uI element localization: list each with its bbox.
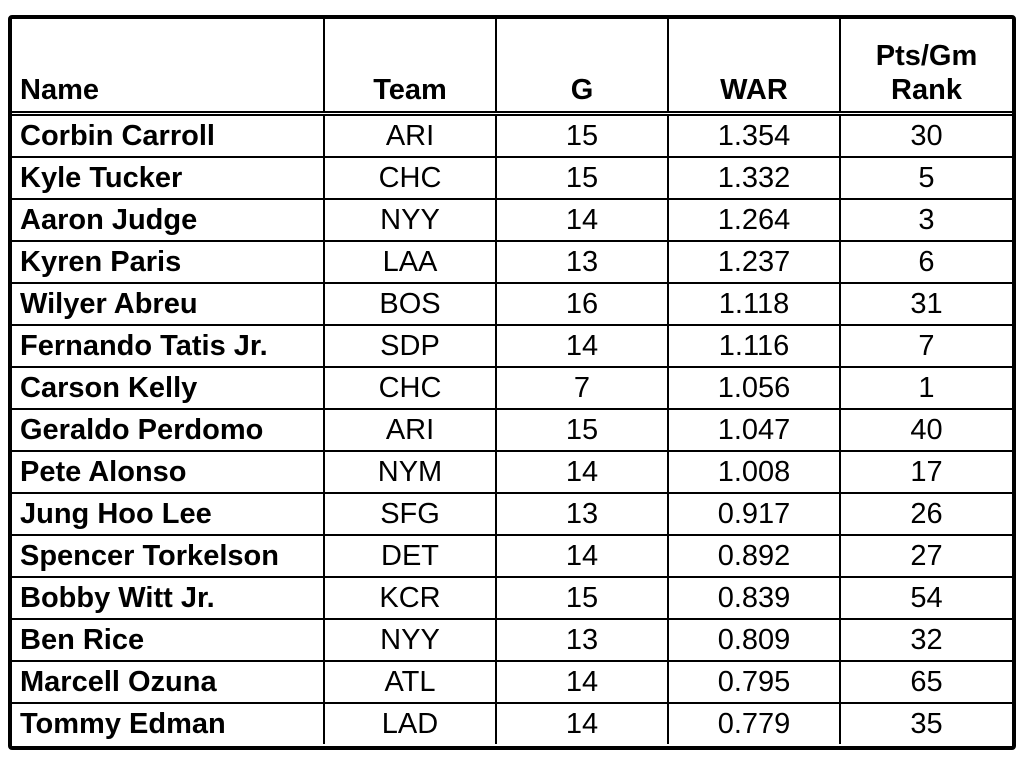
column-header-war: WAR xyxy=(668,19,840,114)
cell-pts-gm-rank: 7 xyxy=(840,325,1012,367)
cell-war: 0.917 xyxy=(668,493,840,535)
cell-games: 15 xyxy=(496,157,668,199)
table-row xyxy=(12,367,1012,409)
cell-war: 1.056 xyxy=(668,367,840,409)
cell-games: 14 xyxy=(496,661,668,703)
table-row xyxy=(12,241,1012,283)
cell-games: 14 xyxy=(496,535,668,577)
cell-pts-gm-rank: 27 xyxy=(840,535,1012,577)
cell-pts-gm-rank: 6 xyxy=(840,241,1012,283)
cell-pts-gm-rank: 31 xyxy=(840,283,1012,325)
cell-name: Aaron Judge xyxy=(12,199,324,241)
column-header-pts-gm-rank xyxy=(840,19,1012,114)
cell-name: Bobby Witt Jr. xyxy=(12,577,324,619)
cell-war: 1.116 xyxy=(668,325,840,367)
cell-name: Ben Rice xyxy=(12,619,324,661)
cell-name: Marcell Ozuna xyxy=(12,661,324,703)
cell-team: ARI xyxy=(324,114,496,158)
player-stats-table xyxy=(12,19,1012,744)
cell-name: Wilyer Abreu xyxy=(12,283,324,325)
cell-pts-gm-rank: 1 xyxy=(840,367,1012,409)
cell-pts-gm-rank: 65 xyxy=(840,661,1012,703)
cell-war: 0.892 xyxy=(668,535,840,577)
cell-pts-gm-rank: 54 xyxy=(840,577,1012,619)
cell-games: 15 xyxy=(496,577,668,619)
cell-pts-gm-rank: 35 xyxy=(910,708,943,740)
cell-name: Fernando Tatis Jr. xyxy=(12,325,324,367)
cell-team: DET xyxy=(324,535,496,577)
table-row xyxy=(12,703,1012,744)
cell-team: LAA xyxy=(324,241,496,283)
table-row xyxy=(12,199,1012,241)
cell-pts-gm-rank: 5 xyxy=(840,157,1012,199)
cell-team: KCR xyxy=(324,577,496,619)
cell-games: 14 xyxy=(496,199,668,241)
cell-games: 14 xyxy=(496,451,668,493)
table-row xyxy=(12,283,1012,325)
table-row xyxy=(12,535,1012,577)
table-row xyxy=(12,325,1012,367)
cell-name: Corbin Carroll xyxy=(12,114,324,158)
cell-war: 1.332 xyxy=(668,157,840,199)
cell-games: 16 xyxy=(496,283,668,325)
table-row xyxy=(12,451,1012,493)
cell-pts-gm-rank: 30 xyxy=(840,114,1012,158)
cell-team: SFG xyxy=(324,493,496,535)
cell-war: 1.354 xyxy=(668,114,840,158)
table-row xyxy=(12,577,1012,619)
cell-team: CHC xyxy=(324,157,496,199)
cell-name: Spencer Torkelson xyxy=(12,535,324,577)
cell-games: 13 xyxy=(496,493,668,535)
table-body xyxy=(12,114,1012,745)
header-row xyxy=(12,19,1012,114)
cell-pts-gm-rank: 32 xyxy=(840,619,1012,661)
cell-team: SDP xyxy=(324,325,496,367)
cell-games: 13 xyxy=(496,241,668,283)
cell-team: ARI xyxy=(324,409,496,451)
cell-name: Kyle Tucker xyxy=(12,157,324,199)
cell-team: LAD xyxy=(324,703,496,744)
column-header-team: Team xyxy=(324,19,496,114)
cell-name: Tommy Edman xyxy=(12,703,324,744)
table-frame xyxy=(8,15,1016,750)
cell-war: 1.047 xyxy=(668,409,840,451)
cell-war: 1.118 xyxy=(668,283,840,325)
cell-team: NYM xyxy=(324,451,496,493)
cell-name: Pete Alonso xyxy=(12,451,324,493)
table-row xyxy=(12,493,1012,535)
cell-team: BOS xyxy=(324,283,496,325)
column-header-g: G xyxy=(496,19,668,114)
cell-pts-gm-rank: 17 xyxy=(840,451,1012,493)
cell-pts-gm-rank: 40 xyxy=(840,409,1012,451)
cell-war: 0.795 xyxy=(668,661,840,703)
cell-games: 15 xyxy=(496,114,668,158)
column-header-name: Name xyxy=(12,19,324,114)
cell-pts-gm-rank: 26 xyxy=(840,493,1012,535)
cell-war: 1.008 xyxy=(668,451,840,493)
cell-name: Geraldo Perdomo xyxy=(12,409,324,451)
cell-games: 7 xyxy=(496,367,668,409)
table-row xyxy=(12,619,1012,661)
cell-games: 13 xyxy=(496,619,668,661)
cell-war: 1.237 xyxy=(668,241,840,283)
cell-pts-gm-rank: 3 xyxy=(840,199,1012,241)
table-row xyxy=(12,409,1012,451)
cell-name: Kyren Paris xyxy=(12,241,324,283)
cell-name: Carson Kelly xyxy=(12,367,324,409)
cell-games: 15 xyxy=(496,409,668,451)
cell-team: NYY xyxy=(324,619,496,661)
cell-name: Jung Hoo Lee xyxy=(12,493,324,535)
table-row xyxy=(12,661,1012,703)
cell-war: 0.779 xyxy=(668,703,840,744)
table-row xyxy=(12,157,1012,199)
table-row xyxy=(12,114,1012,158)
cell-war: 0.839 xyxy=(668,577,840,619)
cell-team: CHC xyxy=(324,367,496,409)
column-header-pts-gm-rank-line2: Rank xyxy=(891,74,962,106)
column-header-pts-gm-rank-line1: Pts/Gm xyxy=(875,40,978,72)
cell-games: 14 xyxy=(496,703,668,744)
cell-war: 1.264 xyxy=(668,199,840,241)
cell-war: 0.809 xyxy=(668,619,840,661)
cell-team: ATL xyxy=(324,661,496,703)
cell-team: NYY xyxy=(324,199,496,241)
cell-games: 14 xyxy=(496,325,668,367)
